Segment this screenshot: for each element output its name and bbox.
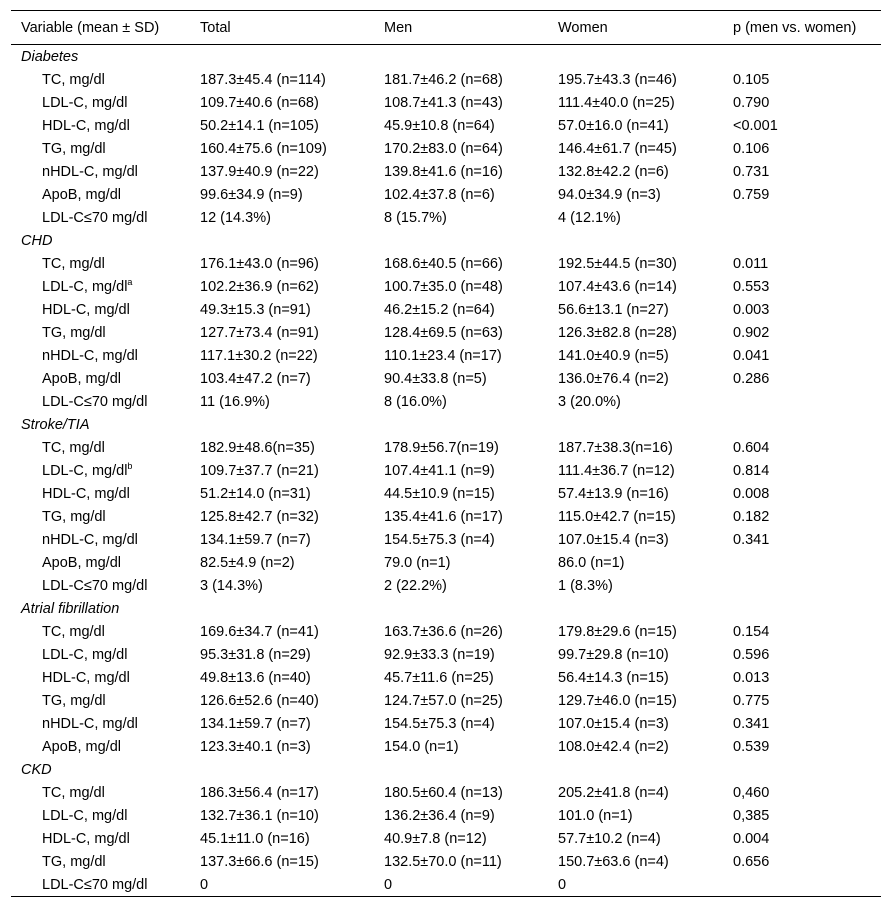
variable-cell [11,482,190,505]
variable-cell [11,827,190,850]
table-row [11,620,881,643]
total-cell: 95.3±31.8 (n=29) [200,646,311,663]
men-cell: 154.5±75.3 (n=4) [384,531,495,548]
p-value-cell: 0.105 [733,71,770,88]
p-value-cell [723,206,881,229]
variable-cell [11,850,190,873]
variable-cell [11,551,190,574]
women-cell: 57.7±10.2 (n=4) [558,830,661,847]
women-cell: 195.7±43.3 (n=46) [558,71,677,88]
data-table [11,10,881,897]
variable-label: TC, mg/dl [42,784,105,801]
men-cell: 45.9±10.8 (n=64) [384,117,495,134]
men-cell: 139.8±41.6 (n=16) [384,163,503,180]
women-cell: 132.8±42.2 (n=6) [558,163,669,180]
women-cell: 3 (20.0%) [558,393,621,410]
total-cell: 127.7±73.4 (n=91) [200,324,319,341]
total-cell: 187.3±45.4 (n=114) [200,71,326,88]
table-row [11,873,881,897]
total-cell: 50.2±14.1 (n=105) [200,117,319,134]
table-row [11,160,881,183]
men-cell: 154.0 (n=1) [384,738,459,755]
table-row [11,367,881,390]
table-row [11,574,881,597]
total-cell: 11 (16.9%) [200,393,270,410]
section-row [11,597,881,620]
men-cell: 90.4±33.8 (n=5) [384,370,487,387]
variable-cell [11,804,190,827]
footnote-marker: a [127,276,133,287]
women-cell: 107.0±15.4 (n=3) [558,531,669,548]
variable-cell [11,505,190,528]
total-cell: 45.1±11.0 (n=16) [200,830,310,847]
total-cell: 125.8±42.7 (n=32) [200,508,319,525]
p-value-cell: 0.790 [733,94,770,111]
men-cell: 128.4±69.5 (n=63) [384,324,503,341]
table-row [11,275,881,298]
women-cell: 146.4±61.7 (n=45) [558,140,677,157]
total-cell: 3 (14.3%) [200,577,263,594]
women-cell: 126.3±82.8 (n=28) [558,324,677,341]
table-row [11,643,881,666]
header-men: Men [384,19,413,36]
table-row [11,344,881,367]
table-row [11,91,881,114]
table-row [11,68,881,91]
women-cell: 108.0±42.4 (n=2) [558,738,669,755]
variable-label: ApoB, mg/dl [42,554,121,571]
table-row [11,528,881,551]
women-cell: 101.0 (n=1) [558,807,633,824]
women-cell: 57.0±16.0 (n=41) [558,117,669,134]
p-value-cell: 0.539 [733,738,770,755]
variable-label: HDL-C, mg/dl [42,301,130,318]
variable-label: TG, mg/dl [42,853,106,870]
variable-label: LDL-C≤70 mg/dl [42,209,148,226]
men-cell: 45.7±11.6 (n=25) [384,669,494,686]
section-row [11,45,881,69]
total-cell: 109.7±40.6 (n=68) [200,94,319,111]
variable-label: TG, mg/dl [42,508,106,525]
women-cell: 129.7±46.0 (n=15) [558,692,677,709]
section-row [11,413,881,436]
total-cell: 169.6±34.7 (n=41) [200,623,319,640]
variable-cell [11,114,190,137]
section-row [11,758,881,781]
section-title: CKD [21,761,52,778]
p-value-cell [723,390,881,413]
table-row [11,298,881,321]
table-row [11,482,881,505]
section-row [11,229,881,252]
variable-cell [11,459,190,482]
total-cell: 102.2±36.9 (n=62) [200,278,319,295]
variable-cell [11,666,190,689]
variable-label: LDL-C≤70 mg/dl [42,876,148,893]
table-row [11,804,881,827]
women-cell: 192.5±44.5 (n=30) [558,255,677,272]
variable-cell [11,275,190,298]
total-cell: 99.6±34.9 (n=9) [200,186,303,203]
table-row [11,436,881,459]
women-cell: 179.8±29.6 (n=15) [558,623,677,640]
total-cell: 123.3±40.1 (n=3) [200,738,311,755]
section-title: Diabetes [21,48,79,65]
women-cell: 86.0 (n=1) [558,554,625,571]
variable-label: HDL-C, mg/dl [42,669,130,686]
men-cell: 181.7±46.2 (n=68) [384,71,503,88]
p-value-cell: 0.596 [733,646,770,663]
variable-cell [11,321,190,344]
variable-label: TC, mg/dl [42,439,105,456]
variable-label: LDL-C, mg/dl [42,462,128,479]
p-value-cell: 0.286 [733,370,770,387]
variable-label: TG, mg/dl [42,324,106,341]
men-cell: 178.9±56.7(n=19) [384,439,499,456]
women-cell: 94.0±34.9 (n=3) [558,186,661,203]
p-value-cell: 0.182 [733,508,770,525]
p-value-cell: 0.604 [733,439,770,456]
total-cell: 137.3±66.6 (n=15) [200,853,319,870]
p-value-cell: 0.759 [733,186,770,203]
p-value-cell: <0.001 [733,117,778,134]
variable-label: HDL-C, mg/dl [42,485,130,502]
men-cell: 0 [384,876,393,893]
header-row [11,11,881,45]
p-value-cell: 0.656 [733,853,770,870]
table-row [11,666,881,689]
total-cell: 186.3±56.4 (n=17) [200,784,319,801]
header-women: Women [558,19,608,36]
total-cell: 132.7±36.1 (n=10) [200,807,319,824]
p-value-cell: 0.731 [733,163,770,180]
total-cell: 134.1±59.7 (n=7) [200,531,311,548]
p-value-cell: 0.004 [733,830,770,847]
table-row [11,551,881,574]
total-cell: 103.4±47.2 (n=7) [200,370,311,387]
total-cell: 176.1±43.0 (n=96) [200,255,319,272]
variable-label: LDL-C, mg/dl [42,646,128,663]
table-row [11,850,881,873]
table-row [11,206,881,229]
women-cell: 99.7±29.8 (n=10) [558,646,669,663]
footnote-marker: b [127,460,133,471]
p-value-cell: 0.003 [733,301,770,318]
variable-label: ApoB, mg/dl [42,186,121,203]
variable-cell [11,735,190,758]
table-row [11,137,881,160]
men-cell: 100.7±35.0 (n=48) [384,278,503,295]
men-cell: 180.5±60.4 (n=13) [384,784,503,801]
variable-label: nHDL-C, mg/dl [42,347,138,364]
women-cell: 187.7±38.3(n=16) [558,439,673,456]
variable-label: nHDL-C, mg/dl [42,531,138,548]
variable-label: HDL-C, mg/dl [42,830,130,847]
variable-label: ApoB, mg/dl [42,738,121,755]
variable-cell [11,643,190,666]
p-value-cell: 0.013 [733,669,770,686]
p-value-cell: 0.341 [733,531,770,548]
variable-cell [11,620,190,643]
variable-cell [11,689,190,712]
women-cell: 57.4±13.9 (n=16) [558,485,669,502]
men-cell: 8 (15.7%) [384,209,447,226]
variable-label: TC, mg/dl [42,623,105,640]
variable-cell [11,68,190,91]
variable-label: LDL-C≤70 mg/dl [42,577,148,594]
variable-label: LDL-C≤70 mg/dl [42,393,148,410]
variable-cell [11,873,190,897]
p-value-cell: 0.106 [733,140,770,157]
p-value-cell [723,873,881,897]
women-cell: 1 (8.3%) [558,577,613,594]
table-row [11,390,881,413]
p-value-cell: 0,460 [733,784,770,801]
total-cell: 160.4±75.6 (n=109) [200,140,327,157]
variable-cell [11,781,190,804]
men-cell: 163.7±36.6 (n=26) [384,623,503,640]
men-cell: 132.5±70.0 (n=11) [384,853,502,870]
total-cell: 117.1±30.2 (n=22) [200,347,318,364]
variable-cell [11,183,190,206]
variable-label: ApoB, mg/dl [42,370,121,387]
variable-cell [11,206,190,229]
men-cell: 2 (22.2%) [384,577,447,594]
men-cell: 124.7±57.0 (n=25) [384,692,503,709]
section-title: CHD [21,232,53,249]
total-cell: 0 [200,876,209,893]
women-cell: 56.6±13.1 (n=27) [558,301,669,318]
total-cell: 182.9±48.6(n=35) [200,439,315,456]
men-cell: 40.9±7.8 (n=12) [384,830,487,847]
table-row [11,827,881,850]
p-value-cell: 0.008 [733,485,770,502]
total-cell: 134.1±59.7 (n=7) [200,715,311,732]
variable-label: nHDL-C, mg/dl [42,163,138,180]
men-cell: 110.1±23.4 (n=17) [384,347,502,364]
p-value-cell: 0.341 [733,715,770,732]
total-cell: 51.2±14.0 (n=31) [200,485,311,502]
p-value-cell: 0.011 [733,255,769,272]
total-cell: 126.6±52.6 (n=40) [200,692,319,709]
p-value-cell: 0.902 [733,324,770,341]
table-row [11,252,881,275]
variable-cell [11,91,190,114]
men-cell: 170.2±83.0 (n=64) [384,140,503,157]
variable-cell [11,298,190,321]
total-cell: 12 (14.3%) [200,209,271,226]
variable-label: TG, mg/dl [42,140,106,157]
p-value-cell: 0,385 [733,807,770,824]
variable-label: nHDL-C, mg/dl [42,715,138,732]
table-row [11,505,881,528]
men-cell: 8 (16.0%) [384,393,447,410]
variable-cell [11,436,190,459]
p-value-cell [723,551,881,574]
women-cell: 0 [558,876,567,893]
variable-label: LDL-C, mg/dl [42,94,128,111]
women-cell: 150.7±63.6 (n=4) [558,853,669,870]
table-row [11,114,881,137]
women-cell: 111.4±40.0 (n=25) [558,94,675,111]
women-cell: 141.0±40.9 (n=5) [558,347,669,364]
women-cell: 205.2±41.8 (n=4) [558,784,669,801]
men-cell: 44.5±10.9 (n=15) [384,485,495,502]
variable-label: TG, mg/dl [42,692,106,709]
variable-cell [11,528,190,551]
table-header [11,11,881,45]
p-value-cell: 0.041 [733,347,770,364]
variable-cell [11,137,190,160]
variable-cell [11,367,190,390]
men-cell: 135.4±41.6 (n=17) [384,508,503,525]
variable-label: HDL-C, mg/dl [42,117,130,134]
women-cell: 115.0±42.7 (n=15) [558,508,676,525]
women-cell: 111.4±36.7 (n=12) [558,462,675,479]
p-value-cell: 0.154 [733,623,770,640]
men-cell: 136.2±36.4 (n=9) [384,807,495,824]
variable-cell [11,344,190,367]
variable-cell [11,252,190,275]
table-row [11,459,881,482]
variable-label: TC, mg/dl [42,255,105,272]
table-row [11,689,881,712]
total-cell: 49.8±13.6 (n=40) [200,669,311,686]
table-row [11,735,881,758]
total-cell: 109.7±37.7 (n=21) [200,462,319,479]
total-cell: 82.5±4.9 (n=2) [200,554,295,571]
p-value-cell: 0.553 [733,278,770,295]
variable-cell [11,160,190,183]
women-cell: 136.0±76.4 (n=2) [558,370,669,387]
men-cell: 107.4±41.1 (n=9) [384,462,495,479]
section-title: Atrial fibrillation [21,600,120,617]
table-row [11,712,881,735]
variable-cell [11,712,190,735]
men-cell: 46.2±15.2 (n=64) [384,301,495,318]
women-cell: 107.4±43.6 (n=14) [558,278,677,295]
women-cell: 107.0±15.4 (n=3) [558,715,669,732]
men-cell: 79.0 (n=1) [384,554,451,571]
table-row [11,781,881,804]
header-variable: Variable (mean ± SD) [21,19,160,36]
total-cell: 137.9±40.9 (n=22) [200,163,319,180]
lipid-table [11,10,881,897]
p-value-cell: 0.814 [733,462,770,479]
variable-cell [11,390,190,413]
header-p-value: p (men vs. women) [733,19,857,36]
men-cell: 168.6±40.5 (n=66) [384,255,503,272]
table-row [11,321,881,344]
variable-label: LDL-C, mg/dl [42,807,128,824]
women-cell: 56.4±14.3 (n=15) [558,669,669,686]
men-cell: 92.9±33.3 (n=19) [384,646,495,663]
women-cell: 4 (12.1%) [558,209,621,226]
men-cell: 154.5±75.3 (n=4) [384,715,495,732]
p-value-cell [723,574,881,597]
table-row [11,183,881,206]
header-total: Total [200,19,231,36]
variable-cell [11,574,190,597]
variable-label: LDL-C, mg/dl [42,278,128,295]
men-cell: 102.4±37.8 (n=6) [384,186,495,203]
table-body [11,45,881,897]
section-title: Stroke/TIA [21,416,90,433]
p-value-cell: 0.775 [733,692,770,709]
variable-label: TC, mg/dl [42,71,105,88]
total-cell: 49.3±15.3 (n=91) [200,301,311,318]
men-cell: 108.7±41.3 (n=43) [384,94,503,111]
